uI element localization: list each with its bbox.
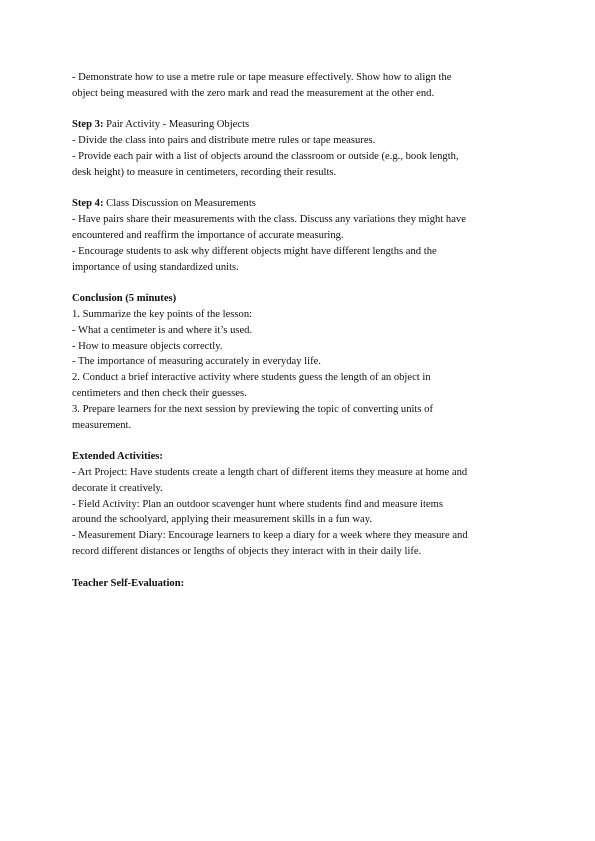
spacer bbox=[72, 275, 524, 291]
step4-line: - Encourage students to ask why different objects might have different lengths and the bbox=[72, 245, 437, 257]
extended-line: - Field Activity: Plan an outdoor scavenger hunt where students find and measure items bbox=[72, 498, 443, 510]
step3-line: desk height) to measure in centimeters, recording their results. bbox=[72, 166, 337, 178]
step4-section bbox=[72, 196, 524, 275]
spacer bbox=[72, 181, 524, 197]
conclusion-line: 2. Conduct a brief interactive activity where students guess the length of an object in bbox=[72, 372, 431, 384]
intro-line: - Demonstrate how to use a metre rule or tape measure effectively. Show how to align the bbox=[72, 72, 452, 83]
extended-line: record different distances or lengths of objects they interact with in their daily life. bbox=[72, 545, 422, 557]
extended-line: - Art Project: Have students create a length chart of different items they measure at home and bbox=[72, 466, 468, 478]
conclusion-line: 3. Prepare learners for the next session by previewing the topic of converting units of bbox=[72, 403, 433, 415]
conclusion-line: 1. Summarize the key points of the lesson: bbox=[72, 308, 253, 320]
conclusion-line: measurement. bbox=[72, 419, 132, 431]
conclusion-section bbox=[72, 291, 524, 433]
step3-section bbox=[72, 117, 524, 180]
spacer bbox=[72, 433, 524, 449]
intro-section bbox=[72, 70, 524, 102]
spacer bbox=[72, 102, 524, 118]
step3-line: - Provide each pair with a list of objects around the classroom or outside (e.g., book length, bbox=[72, 150, 459, 162]
extended-line: around the schoolyard, applying their measurement skills in a fun way. bbox=[72, 514, 372, 526]
step3-line: - Divide the class into pairs and distribute metre rules or tape measures. bbox=[72, 135, 376, 147]
self-evaluation-heading: Teacher Self-Evaluation: bbox=[72, 577, 185, 589]
step4-line: importance of using standardized units. bbox=[72, 261, 239, 273]
step3-label: Step 3: bbox=[72, 119, 104, 131]
step3-title: Pair Activity - Measuring Objects bbox=[103, 119, 250, 131]
step4-title: Class Discussion on Measurements bbox=[103, 198, 256, 210]
intro-line: object being measured with the zero mark and read the measurement at the other end. bbox=[72, 87, 435, 99]
step3-heading bbox=[72, 117, 524, 133]
step4-heading bbox=[72, 196, 524, 212]
step4-label: Step 4: bbox=[72, 198, 104, 210]
document-page bbox=[72, 70, 524, 591]
extended-section bbox=[72, 449, 524, 560]
extended-line: - Measurement Diary: Encourage learners to keep a diary for a week where they measure and bbox=[72, 530, 468, 542]
extended-line: decorate it creatively. bbox=[72, 482, 163, 494]
conclusion-line: - What a centimeter is and where it’s used. bbox=[72, 324, 253, 336]
step4-line: - Have pairs share their measurements with the class. Discuss any variations they might have bbox=[72, 214, 466, 226]
step4-line: encountered and reaffirm the importance of accurate measuring. bbox=[72, 229, 344, 241]
conclusion-line: - How to measure objects correctly. bbox=[72, 340, 223, 352]
conclusion-line: - The importance of measuring accurately in everyday life. bbox=[72, 356, 321, 368]
self-evaluation-section bbox=[72, 576, 524, 592]
extended-heading: Extended Activities: bbox=[72, 451, 163, 463]
conclusion-line: centimeters and then check their guesses. bbox=[72, 387, 247, 399]
conclusion-heading: Conclusion (5 minutes) bbox=[72, 293, 177, 305]
spacer bbox=[72, 560, 524, 576]
